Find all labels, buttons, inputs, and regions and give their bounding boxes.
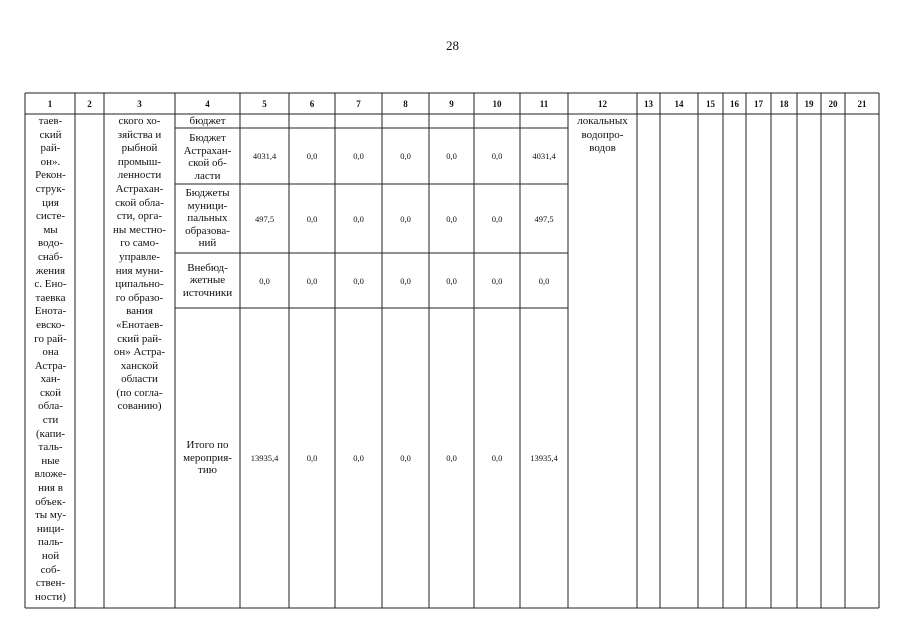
source-label: Бюджет Астрахан- ской об- ласти (183, 132, 232, 182)
value-cell: 0,0 (400, 275, 411, 286)
total-value-cell: 0,0 (353, 453, 364, 463)
value-cell: 4031,4 (532, 151, 556, 161)
header-col-8: 8 (403, 98, 408, 109)
header-col-7: 7 (356, 98, 361, 109)
header-col-2: 2 (87, 98, 92, 109)
value-cell: 0,0 (491, 275, 503, 286)
header-col-19: 19 (804, 98, 814, 109)
header-col-21: 21 (857, 98, 867, 109)
value-cell: 0,0 (306, 151, 318, 161)
total-value-cell: 0,0 (306, 453, 318, 463)
source-label: Бюджеты муници- пальных образова- ний (185, 187, 230, 250)
value-cell: 0,0 (353, 275, 364, 286)
header-col-13: 13 (644, 98, 653, 109)
page-number: 28 (446, 38, 459, 53)
value-cell: 4031,4 (252, 151, 277, 161)
header-col-6: 6 (309, 98, 315, 109)
header-col-4: 4 (205, 98, 210, 109)
header-col-14: 14 (674, 98, 684, 109)
value-cell: 0,0 (306, 275, 318, 286)
source-label: бюджет (189, 114, 226, 127)
header-col-3: 3 (137, 98, 142, 109)
total-value-cell: 13935,4 (530, 453, 558, 463)
value-cell: 0,0 (491, 213, 503, 224)
header-col-15: 15 (706, 98, 715, 109)
total-value-cell: 13935,4 (250, 453, 279, 463)
value-cell: 0,0 (353, 213, 364, 224)
header-col-12: 12 (598, 98, 607, 109)
value-cell: 0,0 (446, 151, 457, 161)
source-label: Внебюд- жетные источники (182, 261, 233, 299)
value-cell: 0,0 (259, 275, 270, 286)
header-col-17: 17 (754, 98, 763, 109)
value-cell: 0,0 (446, 275, 457, 286)
value-cell: 0,0 (306, 213, 318, 224)
total-value-cell: 0,0 (446, 453, 457, 463)
value-cell: 0,0 (353, 151, 364, 161)
header-col-5: 5 (262, 98, 267, 109)
total-label: Итого по мероприя- тию (183, 439, 232, 477)
header-col-9: 9 (449, 98, 454, 109)
header-col-1: 1 (47, 98, 53, 109)
value-cell: 0,0 (538, 275, 550, 286)
header-col-20: 20 (828, 98, 838, 109)
value-cell: 0,0 (400, 213, 411, 224)
executor-text: ского хо- зяйства и рыбной промыш- ленности Астрахан- ской обла- сти, орга- ны местно- го само- управле- ния муни- ципально- го образо- вания «Енотаев- ский рай- он» Астра- ханской области (по согла- сованию) (113, 115, 166, 413)
total-value-cell: 0,0 (400, 453, 411, 463)
value-cell: 0,0 (446, 213, 457, 224)
value-cell: 0,0 (400, 151, 411, 161)
total-value-cell: 0,0 (491, 453, 503, 463)
header-col-18: 18 (779, 98, 789, 109)
header-col-11: 11 (539, 98, 549, 109)
header-col-16: 16 (730, 98, 739, 109)
value-cell: 0,0 (491, 151, 503, 161)
header-col-10: 10 (492, 98, 502, 109)
indicator-text: локальных водопро- водов (577, 115, 628, 155)
event-name-text: таев- ский рай- он». Рекон- струк- ция систе- мы водо- снаб- жения с. Ено- таевка Енота- евско- го рай- она Астра- хан- ской обла- сти (капи- таль- ные вложе- ния в объек- ты му- ници- паль- ной соб- ствен- ности) (34, 115, 67, 603)
value-cell: 497,5 (254, 213, 275, 224)
value-cell: 497,5 (534, 213, 554, 224)
